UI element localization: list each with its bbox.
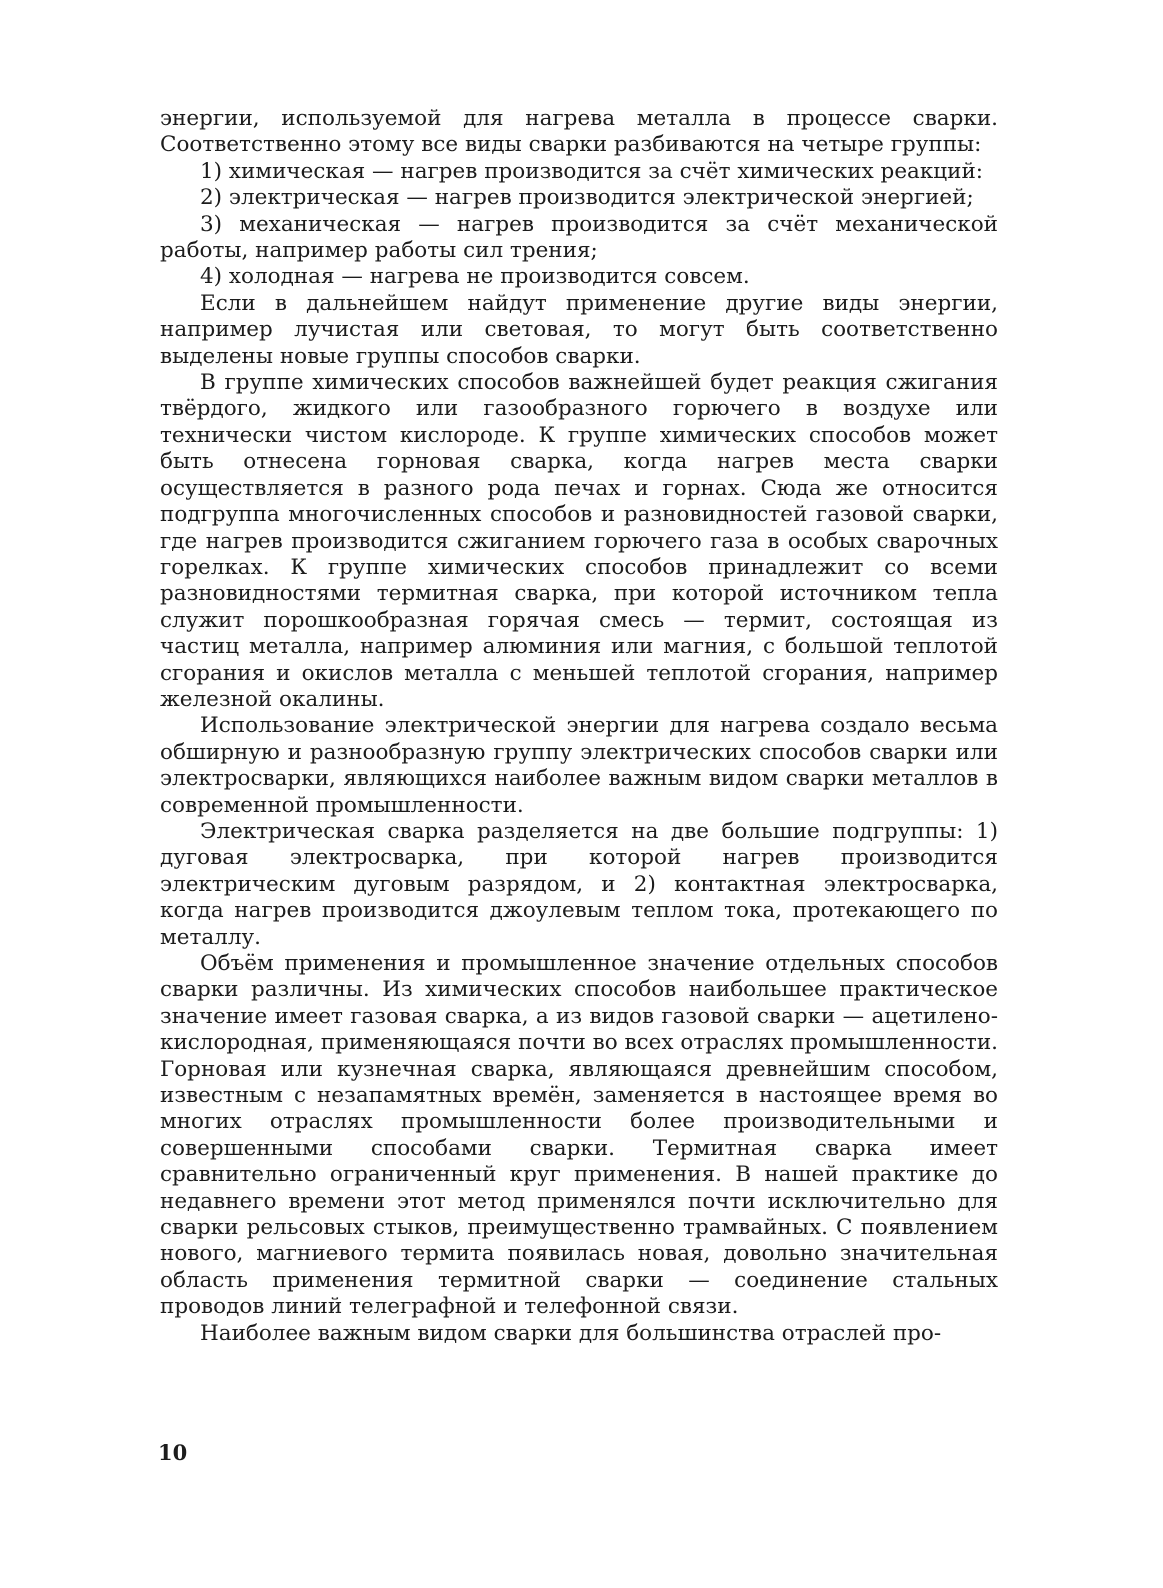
paragraph-chemical-methods: В группе химических способов важнейшей будет реакция сжигания твёрдого, жидкого или газообразного горючего в воздухе или технически чистом кислороде. К группе химических способов может быть отнесена горновая сварка, когда нагрев места сварки осуществляется в разного рода печах и горнах. Сюда же относится подгруппа многочисленных способов и разновидностей газовой сварки, где нагрев производится сжиганием горючего газа в особых сварочных горелках. К группе химических способов принадлежит со всеми разновидностями термитная сварка, при которой источником тепла служит порошкообразная горячая смесь — термит, состоящая из частиц металла, например алюминия или магния, с большой теплотой сгорания и окислов металла с меньшей теплотой сгорания, например железной окалины. xyxy=(160,370,998,712)
list-item-electric: 2) электрическая — нагрев производится электрической энергией; xyxy=(200,185,974,211)
paragraph-electric-energy: Использование электрической энергии для нагрева создало весьма обширную и разнообразную группу электрических способов сварки или электросварки, являющихся наиболее важным видом сварки металлов в современной промышленности. xyxy=(160,713,998,818)
paragraph-electric-subgroups: Электрическая сварка разделяется на две большие подгруппы: 1) дуговая электросварка, при которой нагрев производится электрическим дуговым разрядом, и 2) контактная электросварка, когда нагрев производится джоулевым теплом тока, протекающего по металлу. xyxy=(160,818,998,950)
page-number: 10 xyxy=(158,1440,188,1465)
list-item-chemical: 1) химическая — нагрев производится за счёт химических реакций: xyxy=(200,158,984,184)
intro-paragraph: энергии, используемой для нагрева металла в процессе сварки. Соответственно этому все виды сварки разбиваются на четыре группы: xyxy=(160,106,998,158)
paragraph-most-important: Наиболее важным видом сварки для большинства отраслей про- xyxy=(200,1320,942,1346)
list-item-mechanical: 3) механическая — нагрев производится за счёт механической работы, например работы сил трения; xyxy=(160,211,998,264)
list-item-cold: 4) холодная — нагрева не производится совсем. xyxy=(200,264,750,290)
paragraph-other-energy: Если в дальнейшем найдут применение другие виды энергии, например лучистая или световая, то могут быть соответственно выделены новые группы способов сварки. xyxy=(160,290,998,369)
paragraph-application-scope: Объём применения и промышленное значение отдельных способов сварки различны. Из химических способов наибольшее практическое значение имеет газовая сварка, а из видов газовой сварки — ацетилено-кислородная, применяющаяся почти во всех отраслях промышленности. Горновая или кузнечная сварка, являющаяся древнейшим способом, известным с незапамятных времён, заменяется в настоящее время во многих отраслях промышленности более производительными и совершенными способами сварки. Термитная сварка имеет сравнительно ограниченный круг применения. В нашей практике до недавнего времени этот метод применялся почти исключительно для сварки рельсовых стыков, преимущественно трамвайных. С появлением нового, магниевого термита появилась новая, довольно значительная область применения термитной сварки — соединение стальных проводов линий телеграфной и телефонной связи. xyxy=(160,951,998,1320)
body-text xyxy=(160,106,998,1347)
